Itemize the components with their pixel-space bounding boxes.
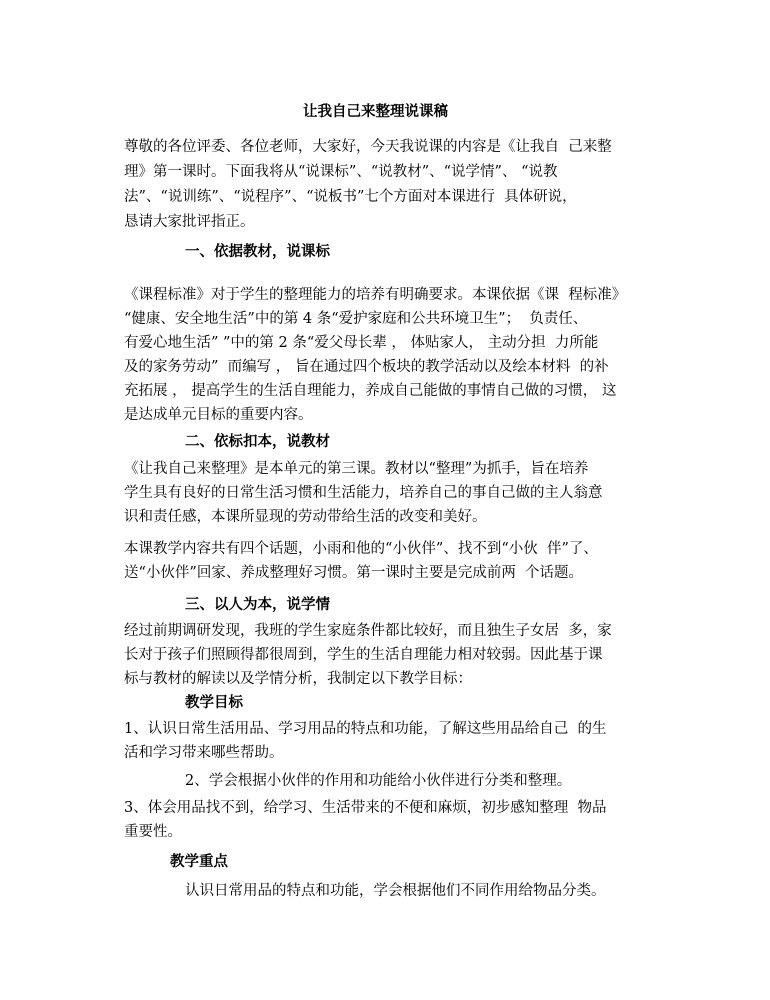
text-line: 《课程标准》对于学生的整理能力的培养有明确要求。本课依据《课 程标准》	[124, 287, 627, 303]
section-heading: 三、以人为本，说学情	[185, 596, 330, 613]
text-line: 尊敬的各位评委、各位老师，大家好，今天我说课的内容是《让我自 己来整	[124, 139, 612, 155]
text-line: 理》第一课时。下面我将从“说课标”、“说教材”、“说学情”、 “说教	[124, 164, 558, 180]
text-line: 标与教材的解读以及学情分析，我制定以下教学目标：	[124, 671, 472, 687]
text-line: 重要性。	[124, 824, 182, 840]
text-line: 3、体会用品找不到，给学习、生活带来的不便和麻烦，初步感知整理 物品	[124, 800, 607, 816]
section-subheading: 教学重点	[170, 853, 228, 870]
text-line: 2、学会根据小伙伴的作用和功能给小伙伴进行分类和整理。	[185, 773, 572, 789]
text-line: 认识日常用品的特点和功能，学会根据他们不同作用给物品分类。	[185, 883, 606, 899]
text-line: 活和学习带来哪些帮助。	[124, 745, 284, 761]
section-heading: 二、依标扣本，说教材	[185, 433, 330, 450]
text-line: 送“小伙伴”回家、养成整理好习惯。第一课时主要是完成前两 个话题。	[124, 565, 584, 581]
text-line: 1、认识日常生活用品、学习用品的特点和功能，了解这些用品给自己 的生	[124, 721, 607, 737]
text-line: 法”、“说训练”、“说程序”、“说板书”七个方面对本课进行 具体研说，	[124, 189, 577, 205]
text-line: 及的家务劳动” 而编写 ， 旨在通过四个板块的教学活动以及绘本材料 的补	[124, 359, 609, 375]
document-title: 让我自己来整理说课稿	[303, 103, 448, 120]
section-subheading: 教学目标	[185, 694, 243, 711]
text-line: 《让我自己来整理》是本单元的第三课。教材以“整理”为抓手，旨在培养	[124, 461, 589, 477]
text-line: 充拓展 ， 提高学生的生活自理能力，养成自己能做的事情自己做的习惯， 这	[124, 383, 617, 399]
section-heading: 一、依据教材，说课标	[185, 243, 330, 260]
text-line: 有爱心地生活” ”中的第 2 条“爱父母长辈 ， 体贴家人， 主动分担 力所能	[124, 335, 599, 351]
text-line: 是达成单元目标的重要内容。	[124, 407, 313, 423]
text-line: 本课教学内容共有四个话题，小雨和他的“小伙伴”、找不到“小伙 伴”了、	[124, 541, 598, 557]
text-line: 识和责任感，本课所显现的劳动带给生活的改变和美好。	[124, 509, 487, 525]
text-line: 经过前期调研发现，我班的学生家庭条件都比较好，而且独生子女居 多，家	[124, 623, 612, 639]
text-line: 长对于孩子们照顾得都很周到，学生的生活自理能力相对较弱。因此基于课	[124, 647, 603, 663]
text-line: “健康、安全地生活”中的第 4 条“爱护家庭和公共环境卫生”； 负责任、	[124, 311, 588, 327]
text-line: 学生具有良好的日常生活习惯和生活能力，培养自己的事自己做的主人翁意	[124, 485, 603, 501]
text-line: 恳请大家批评指正。	[124, 214, 255, 230]
